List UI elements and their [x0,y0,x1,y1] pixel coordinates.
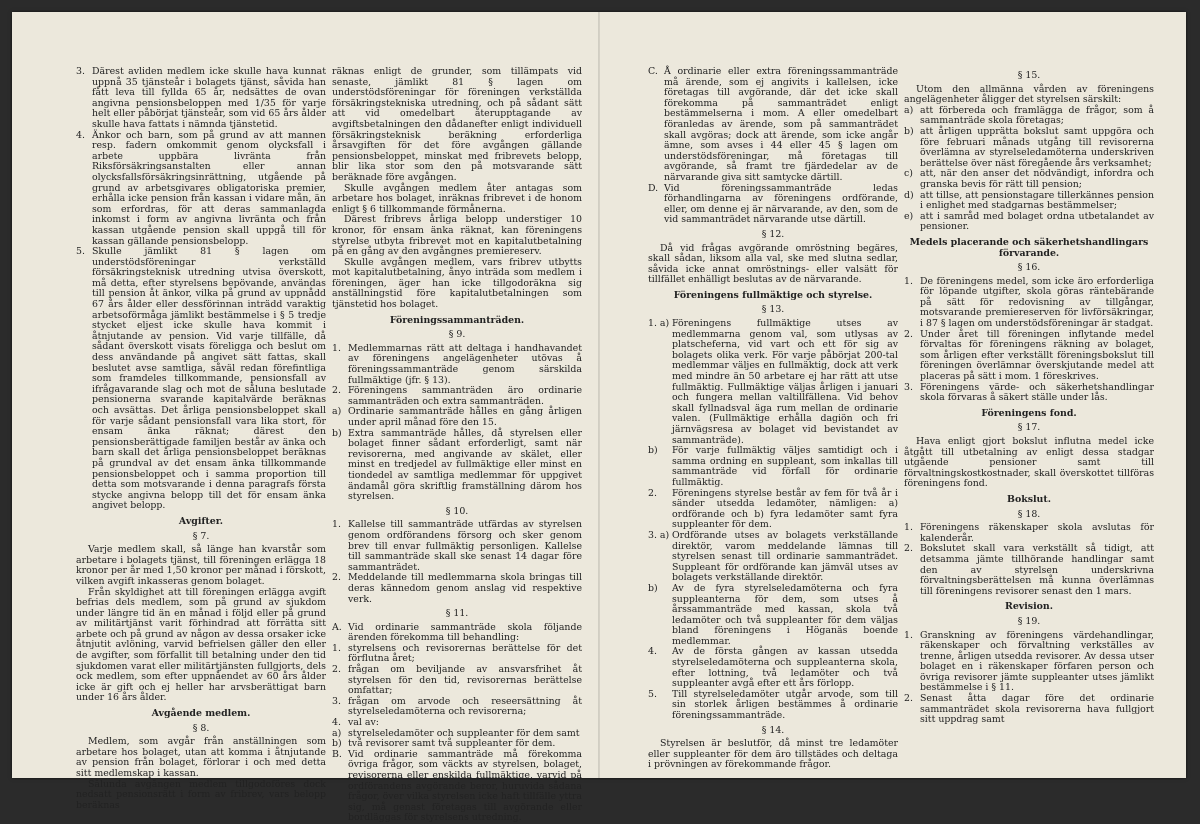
section-heading: Avgifter. [178,515,224,527]
section-heading: Föreningens fullmäktige och styrelse. [673,289,873,301]
list-item: 2. Föreningens styrelse består av fem för två år i sänder utsedda ledamöter, nämligen: a) ordförande och b) fyra ledamöter samt fyra suppleanter för dem. [648,487,898,531]
list-item: b) två revisorer samt två suppleanter för dem. [332,738,556,750]
list-item: 4. Av de första gången av kassan utsedda styrelseledamöterna och suppleanterna skola, efter lottning, två ledamöter och två suppleanter avgå efter ett års förlopp. [648,646,898,690]
section-number: § 19. [1017,615,1041,627]
list-item: a) att förbereda och framlägga de frågor, som å sammanträde skola företagas; [904,104,1154,127]
section-number: § 14. [761,724,785,736]
list-item: C. Å ordinarie eller extra föreningssammanträde må ärende, som ej angivits i kallelsen, icke företagas till avgörande, där det icke skall förekomma på sammanträdet enligt bestämmelserna i mom. A eller omedelbart föranledas av ärende, som på sammanträdet skall avgöras; dock att ärende, som icke angår ämne, som avses i 44 eller 45 § lagen om understödsföreningar, må företagas till avgörande, så framt tre fjärdedelar av de närvarande giva sitt samtycke därtill. [648,66,898,183]
paragraph: Från skyldighet att till föreningen erlägga avgift befrias dels medlem, som på grund av sjukdom under längre tid än en månad i följd eller på grund av militärtjänst varit förhindrad att förrätta sitt arbete och på grund av någon av dessa orsaker icke åtnjutit avlöning, varvid befrielsen gäller den eller de avgifter, som förfallit till betalning under den tid sjukdomen varat eller militärtjänsten fullgjorts, dels ock medlem, som efter uppnåendet av 60 års ålder icke är gift och ej heller har arvsberättigat barn under 16 års ålder. [76,586,326,704]
section-number: § 16. [1017,262,1041,274]
list-item: A. Vid ordinarie sammanträde skola följande ärenden förekomma till behandling: [332,621,582,644]
list-item: 2. Under året till föreningen inflytande medel förvaltas för föreningens räkning av bolaget, som årligen efter verkställt föreningsbokslut till föreningen överlämnar överskjutande medel att placeras på sätt i mom. 1 föreskrives. [904,328,1154,383]
section-number: § 8. [192,722,210,734]
paragraph: Varje medlem skall, så länge han kvarstår som arbetare i bolagets tjänst, till föreningen erlägga 18 kronor per år med 1,50 kronor per månad i förskott, vilken avgift inkasseras genom bolaget. [76,544,326,587]
list-item: 3. Därest avliden medlem icke skulle hava kunnat uppnå 35 tjänsteår i bolagets tjänst, såvida han fått leva till fyllda 65 år, nedsättes de ovan angivna pensionsbeloppen med 1/35 för varje helt eller påbörjat tjänsteår, som vid 65 års ålder skulle hava fattats i nämnda tjänstetid. [76,66,326,130]
section-heading: Avgående medlem. [151,708,251,720]
document-sheet [12,12,1186,824]
paragraph: räknas enligt de grunder, som tillämpats vid senaste, jämlikt 81 § lagen om understödsföreningar för föreningen verkställda försäkringstekniska utredning, och på sådant sätt att vid omedelbart återupptagande av avgiftsbetalningen den dådanefter enligt individuell försäkringsteknisk beräkning erforderliga årsavgiften för det före avgången gällande pensionsbeloppet, minskat med fribrevets belopp, blir lika stor som den på motsvarande sätt beräknade före avgången. [332,66,582,183]
list-item: 3. frågan om arvode och reseersättning åt styrelseledamöterna och revisorerna; [332,695,582,718]
column-2 [332,66,582,824]
list-item: a) styrelseledamöter och suppleanter för dem samt [332,727,580,739]
list-item: 1. styrelsens och revisorernas berättelse för det förflutna året; [332,642,582,665]
list-item: c) att, när den anser det nödvändigt, infordra och granska bevis för rätt till pension; [904,168,1154,190]
column-4 [904,67,1154,767]
list-item: D. Vid föreningssammanträde ledas förhandlingarna av föreningens ordförande, eller, om denne ej är närvarande, av den, som de vid sammanträdet närvarande utse därtill. [648,182,898,226]
list-item: 2. Bokslutet skall vara verkställt så tidigt, att detsamma jämte tillhörande handlingar samt den av styrelsen underskrivna förvaltningsberättelsen må kunna överlämnas till föreningens revisorer senast den 1 mars. [904,543,1154,597]
section-heading: Föreningssammanträden. [389,314,525,326]
column-1 [76,66,326,811]
list-item: 3. Föreningens värde- och säkerhetshandlingar skola förvaras å säkert ställe under lås. [904,381,1154,404]
paragraph: Hava enligt gjort bokslut influtna medel icke åtgått till utbetalning av enligt dessa stadgar utgående pensioner samt till förvaltningskostkostnader, skall överskottet tillföras föreningens fond. [904,436,1154,490]
section-number: § 17. [1017,422,1041,434]
list-item: 1. Kallelse till sammanträde utfärdas av styrelsen genom ordförandens försorg och sker genom brev till envar fullmäktig personligen. Kallelse till sammanträde skall ske senast 14 dagar före sammanträdet. [332,519,582,573]
section-heading: Bokslut. [1007,493,1051,505]
section-number: § 12. [761,228,785,240]
section-number: § 9. [448,329,466,341]
list-item: B. Vid ordinarie sammanträde må förekomma övriga frågor, som väckts av styrelsen, bolaget, revisorerna eller enskilda fullmäktige, varvid på ordförandens avgörande beror, huruvida sådana frågor, över vilka styrelsen icke haft tillfälle yttra sig, må genast företagas till avgörande eller bordläggas för styrelsens utredning. [332,748,582,824]
section-number: § 7. [192,530,210,542]
list-item: 2. Senast åtta dagar före det ordinarie sammanträdet skola revisorerna hava fullgjort sitt uppdrag samt [904,693,1154,726]
list-item: b) att årligen upprätta bokslut samt uppgöra och före februari månads utgång till revisorerna överlämna av styrelseledamöterna underskriven berättelse över näst föregående års verksamhet; [904,125,1154,169]
list-item: 1. Granskning av föreningens värdehandlingar, räkenskaper och förvaltning verkställes av trenne, årligen utsedda revisorer. Av dessa utser bolaget en i räkenskaper förfaren person och övriga revisorer jämte suppleanter utses jämlikt bestämmelse i § 11. [904,629,1154,694]
section-heading: Föreningens fond. [981,407,1077,419]
list-item: 1. Föreningens räkenskaper skola avslutas för kalenderår. [904,522,1154,544]
list-item: 2. Meddelande till medlemmarna skola bringas till deras kännedom genom anslag vid respektive verk. [332,572,582,605]
list-item: 5. Skulle jämlikt 81 § lagen om understödsföreningar verkställd försäkringsteknisk utredning utvisa överskott, må detta, efter styrelsens bepövande, användas till pension åt änkor, vilka på grund av uppnådd 67 års ålder eller dessförinnan inträdd varaktig arbetsoförmåga jämlikt bestämmelse i § 5 tredje stycket eljest icke skulle hava kommit i åtnjutande av pension. Vid varje tillfälle, då sådant överskott visats föreligga och beslut om dess användande på angivet sätt fattas, skall beslutet avse samtliga, såväl redan förefintliga som framdeles tillkommande, pensionsfall av ifrågavarande slag och mot de såluna beslutade pensionerna svarande kapitalvärde beräknas och avsättas. Det årliga pensionsbeloppet skall för varje sådant pensionsfall vara lika stort, för ensam änka räknat; därest den pensionsberättigade familjen består av änka och barn skall det årliga pensionsbeloppet beräknas på grundval av det ensam änka tillkommande pensionsbeloppet och i samma proportion till detta som motsvarande i denna paragrafs första stycke angivna belopp till det för ensam änka angivet belopp. [76,246,326,512]
section-number: § 13. [761,304,785,316]
list-item: b) Av de fyra styrelseledamöterna och fyra suppleanterna för dem, som utses å årssammanträde med kassan, skola två ledamöter och två suppleanter för dem väljas bland föreningens i Höganäs boende medlemmar. [648,582,898,647]
list-item: 1. De föreningens medel, som icke äro erforderliga för löpande utgifter, skola göras räntebärande på sätt för redovisning av tillgångar, motsvarande premiereserven för livförsäkringar, i 87 § lagen om understödsföreningar är stadgat. [904,275,1154,330]
section-number: § 10. [445,505,469,517]
list-item: a) Ordinarie sammanträde hålles en gång årligen under april månad före den 15. [332,406,582,428]
paragraph: Därest fribrevs årliga belopp understiger 10 kronor, för ensam änka räknat, kan föreningens styrelse utbyta fribrevet mot en kapitalutbetalning på en gång av den avgångnes premiereserv. [332,214,582,258]
list-item: 2. frågan om beviljande av ansvarsfrihet åt styrelsen för den tid, revisorernas berättelse omfattar; [332,664,582,697]
list-item: 4. Änkor och barn, som på grund av att mannen resp. fadern omkommit genom olycksfall i arbete uppbära livränta från Riksförsäkringsanstalten eller annan olycksfallsförsäkringsinrättning, utgående på grund av arbetsgivares obligatoriska premier, erhålla icke pension från kassan i vidare mån, än som erfordras, för att deras sammanlagda inkomst i form av angivna livränta och från kassan utgående pension skall uppgå till för kassan gällande pensionsbelopp. [76,129,326,247]
list-item: 1. Medlemmarnas rätt att deltaga i handhavandet av föreningens angelägenheter utövas å föreningssammanträde genom särskilda fullmäktige (jfr. § 13). [332,342,582,386]
page-fold [598,12,600,778]
paragraph: Styrelsen är beslutför, då minst tre ledamöter eller suppleanter för dem äro tillstädes och deltaga i prövningen av förekommande frågor. [648,738,898,771]
paragraph: Sålunda avgången medlem tillgodoföres dock nedsatt pensionsrätt i form av fribrev, vars belopp beräknas [76,778,326,811]
section-number: § 15. [1017,70,1041,81]
paragraph: Då vid frågas avgörande omröstning begäres, skall sådan, liksom alla val, ske med slutna sedlar, såvida icke annat omröstnings- eller valsätt för tillfället enhälligt beslutas av de närvarande. [648,242,898,286]
column-3 [648,66,898,771]
paragraph: Skulle avgången medlem åter antagas som arbetare hos bolaget, inräknas fribrevet i de honom enligt § 6 tillkommande förmånerna. [332,182,582,215]
paragraph: Skulle avgången medlem, vars fribrev utbytts mot kapitalutbetalning, ånyo inträda som medlem i föreningen, äger han icke tillgodoräkna sig anställningstid före kapitalutbetalningen som tjänstetid hos bolaget. [332,256,582,311]
list-item: e) att i samråd med bolaget ordna utbetalandet av pensioner. [904,210,1154,233]
list-item: 3. a) Ordförande utses av bolagets verkställande direktör, varom meddelande lämnas till styrelsen senast till ordinarie sammanträdet. Suppleant för ordförande kan jämväl utses av bolagets verkställande direktör. [648,529,898,584]
section-number: § 18. [1017,508,1041,520]
list-item: 4. val av: [332,717,379,729]
section-heading: Medels placerande och säkerhetshandlingars förvarande. [909,236,1149,259]
paragraph: Medlem, som avgår från anställningen som arbetare hos bolaget, utan att komma i åtnjutande av pension från bolaget, förlorar i och med detta sitt medlemskap i kassan. [76,736,326,779]
list-item: 5. Till styrelseledamöter utgår arvode, som till sin storlek årligen bestämmes å ordinarie föreningssammanträde. [648,688,898,722]
list-item: d) att tillse, att pensionstagare tillerkännes pension i enlighet med stadgarnas bestämmelser; [904,189,1154,212]
list-item: 1. a) Föreningens fullmäktige utses av medlemmarna genom val, som utlysas av platscheferna, vid vart och ett för sig av bolagets olika verk. För varje påbörjat 200-tal medlemmar väljes en fullmäktig, dock att verk med mindre än 50 arbetare ej har rätt att utse fullmäktig. Fullmäktige väljas årligen i januari och fungera mellan valtillfällena. Vid behov skall fyllnadsval äga rum mellan de ordinarie valen. (Fullmäktige erhålla dagiön och fri järnvägsresa av bolaget vid bevistandet av sammanträde). [648,318,898,446]
list-item: b) Extra sammanträde hålles, då styrelsen eller bolaget finner sådant erforderligt, samt när revisorerna, med angivande av skälet, eller minst en tredjedel av fullmäktige eller minst en tiondedel av samtliga medlemmar för uppgivet ändamål göra skriftlig framställning därom hos styrelsen. [332,427,582,503]
section-number: § 11. [445,608,469,620]
section-heading: Revision. [1005,601,1053,613]
list-item: b) För varje fullmäktig väljes samtidigt och i samma ordning en suppleant, som inkallas till sammanträde vid förfall för ordinarie fullmäktig. [648,445,898,488]
list-item: 2. Föreningens sammanträden äro ordinarie sammanträden och extra sammanträden. [332,385,582,407]
paragraph: Utom den allmänna vården av föreningens angelägenheter åligger det styrelsen särskilt: [904,83,1154,106]
